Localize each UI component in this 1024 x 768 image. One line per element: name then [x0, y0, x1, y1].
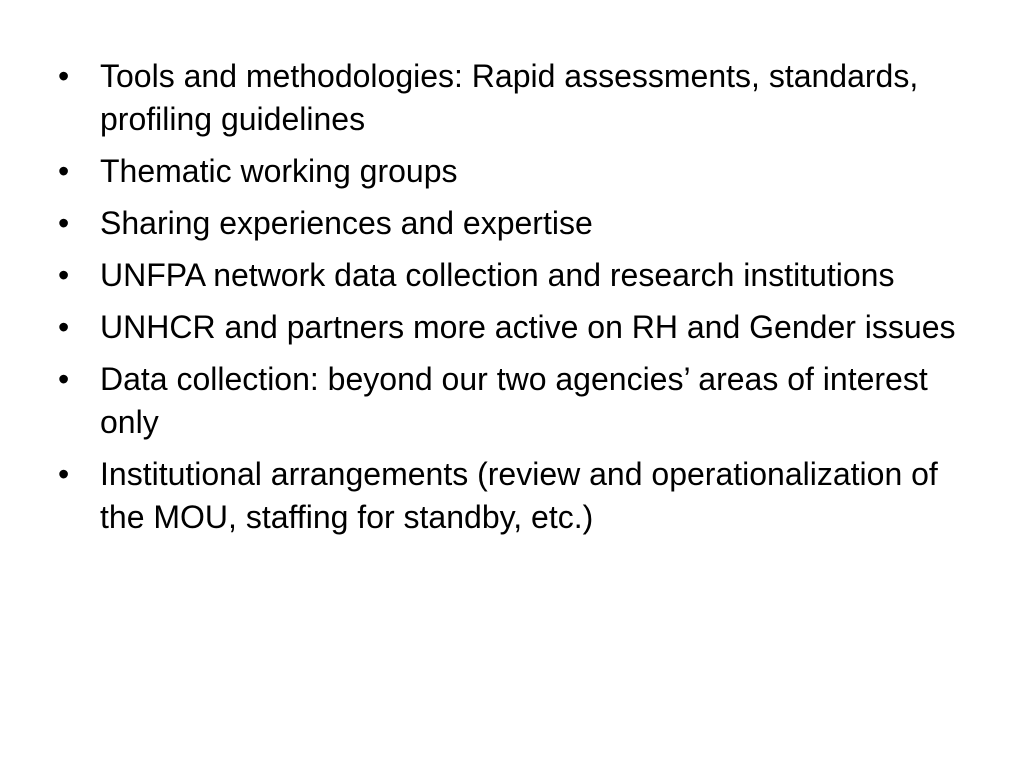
bullet-text: UNHCR and partners more active on RH and Gender issues — [100, 309, 956, 345]
bullet-text: Tools and methodologies: Rapid assessments, standards, profiling guidelines — [100, 58, 919, 137]
bullet-dot-icon: • — [58, 205, 70, 241]
bullet-text: Sharing experiences and expertise — [100, 205, 593, 241]
bullet-list — [58, 55, 978, 548]
bullet-dot-icon: • — [58, 257, 70, 293]
bullet-dot-icon: • — [58, 58, 70, 94]
bullet-item-unfpa-network — [58, 254, 978, 297]
bullet-text: UNFPA network data collection and research institutions — [100, 257, 895, 293]
bullet-item-sharing-experiences — [58, 202, 978, 245]
bullet-item-data-collection — [58, 358, 978, 444]
bullet-text: Institutional arrangements (review and operationalization of the MOU, staffing for standby, etc.) — [100, 456, 938, 535]
bullet-item-tools-methodologies — [58, 55, 978, 141]
bullet-dot-icon: • — [58, 153, 70, 189]
bullet-dot-icon: • — [58, 309, 70, 345]
bullet-item-thematic-groups — [58, 150, 978, 193]
bullet-dot-icon: • — [58, 361, 70, 397]
bullet-text: Data collection: beyond our two agencies’ areas of interest only — [100, 361, 928, 440]
bullet-item-unhcr-partners — [58, 306, 978, 349]
bullet-item-institutional-arrangements — [58, 453, 978, 539]
bullet-dot-icon: • — [58, 456, 70, 492]
bullet-text: Thematic working groups — [100, 153, 458, 189]
